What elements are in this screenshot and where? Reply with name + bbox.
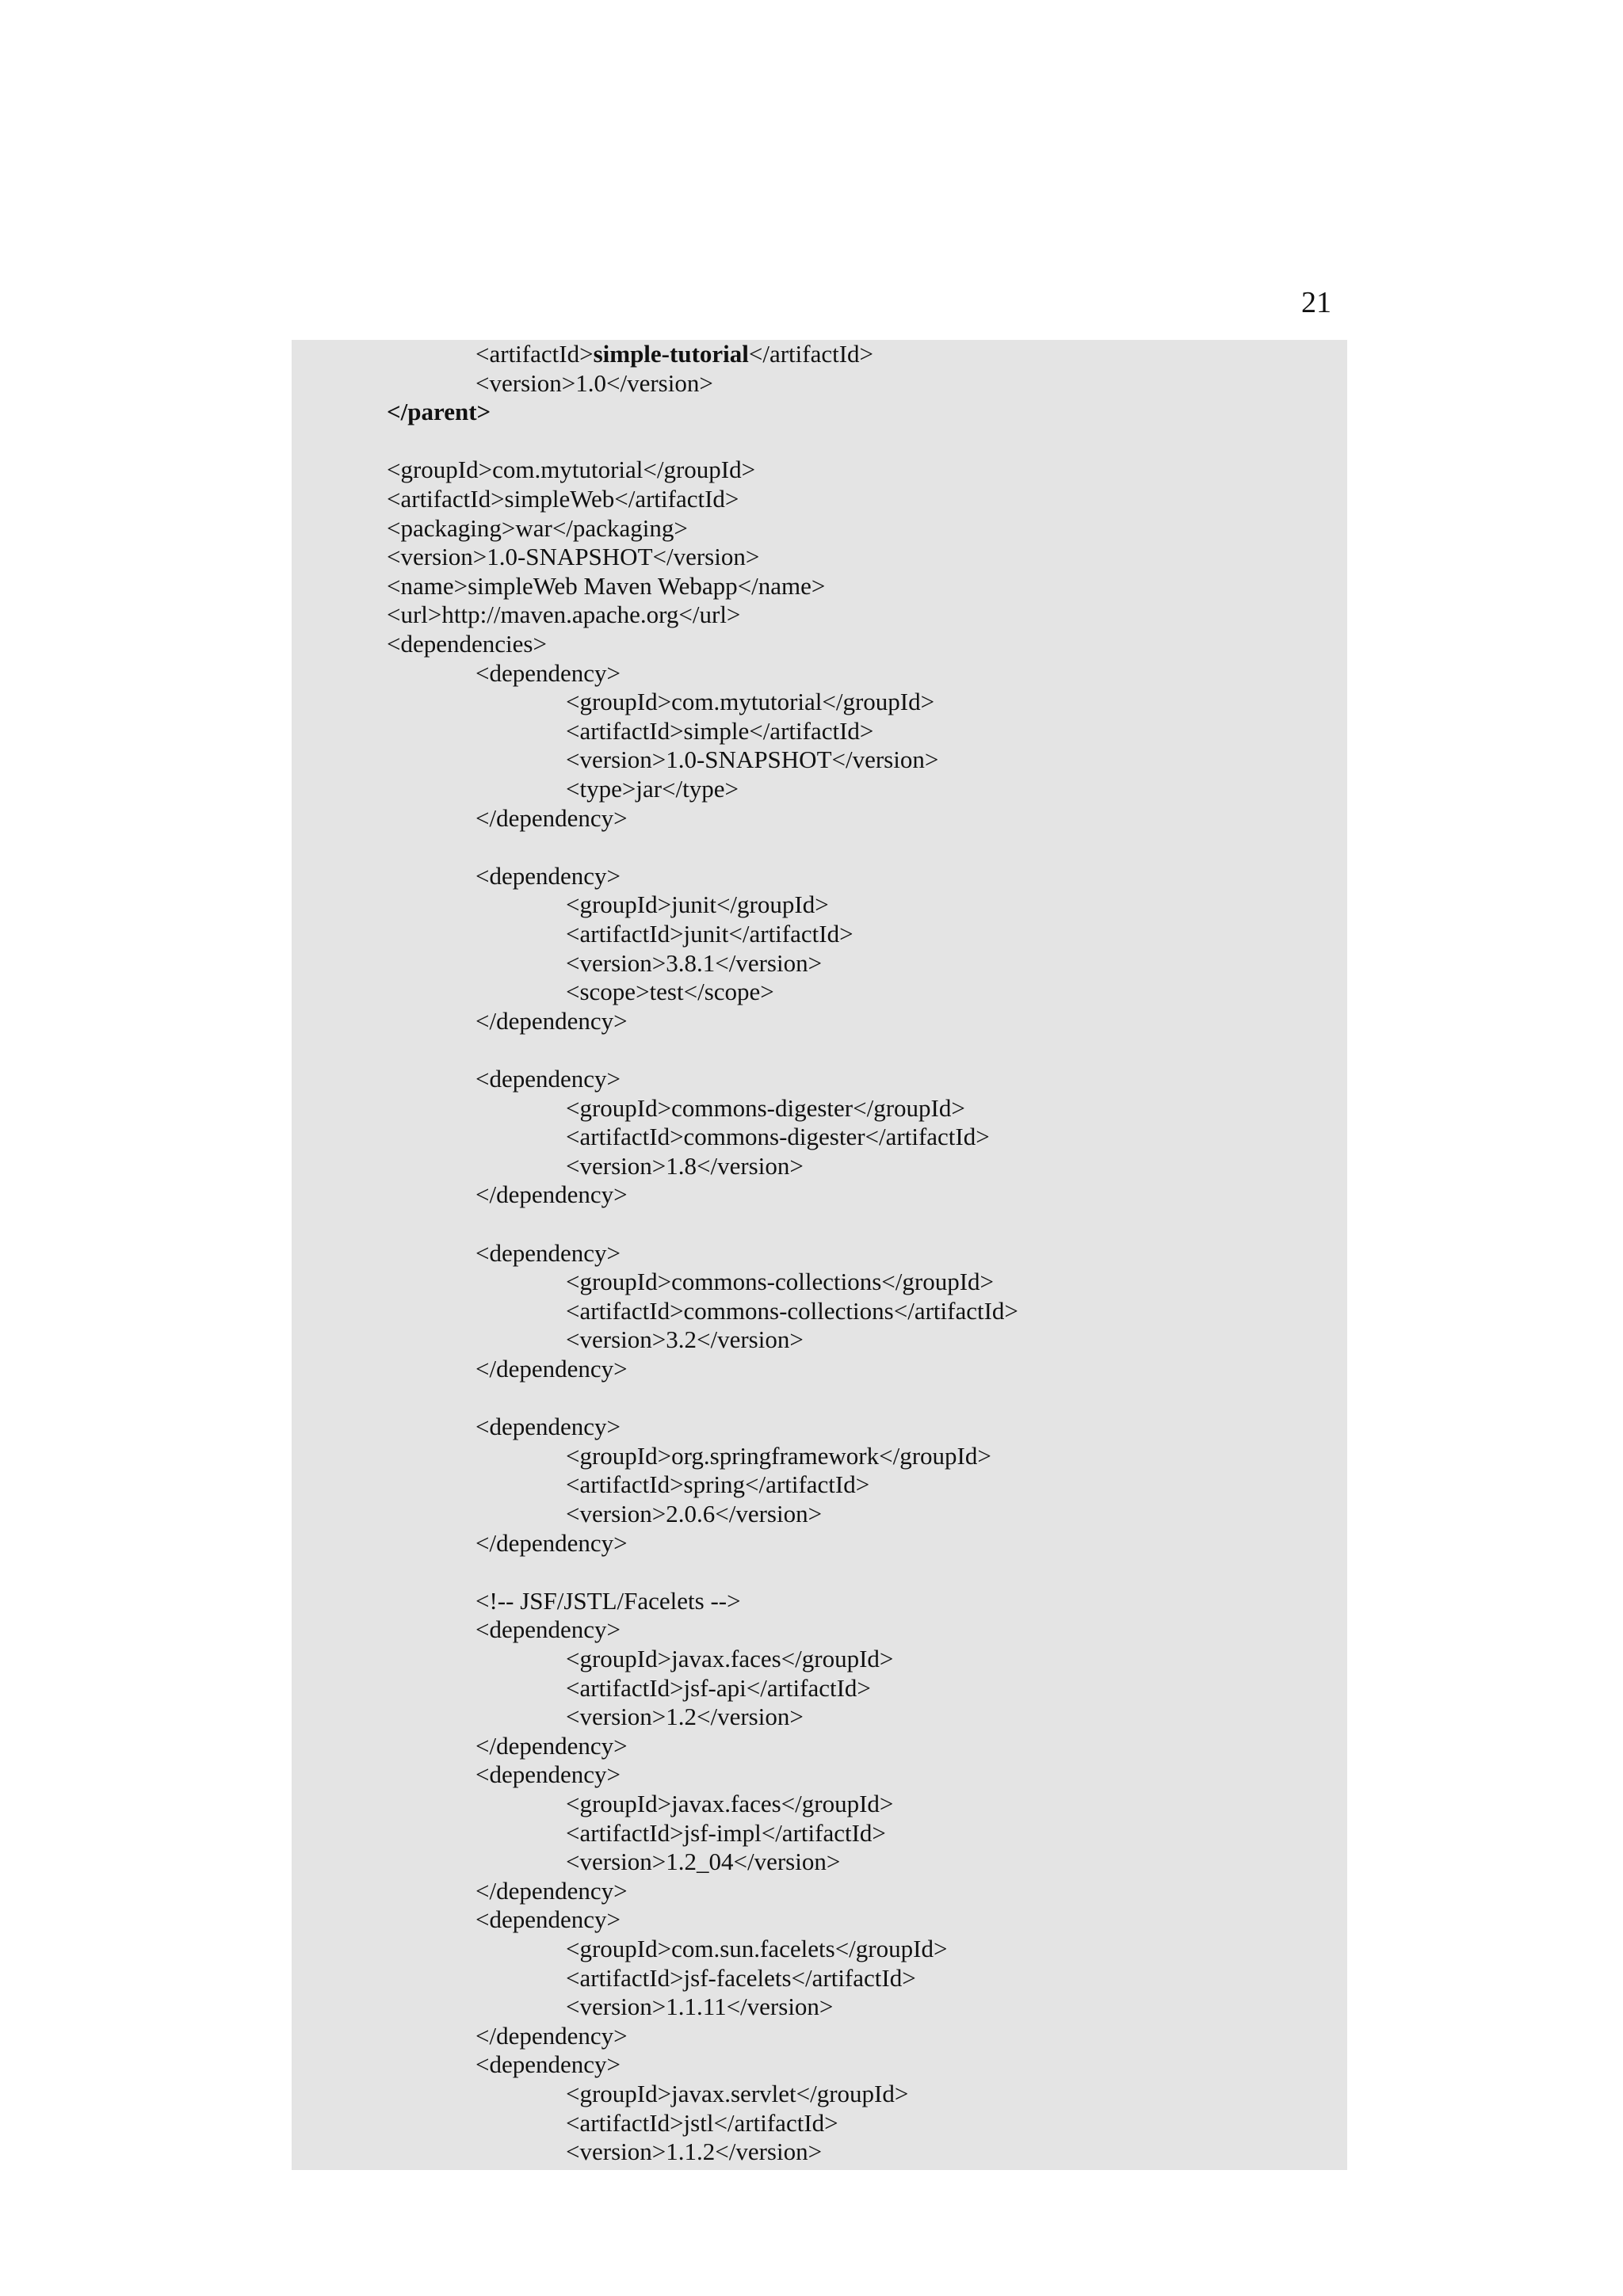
code-text: <dependency>: [475, 1615, 621, 1644]
code-line: [475, 862, 621, 891]
code-line: [566, 1123, 990, 1152]
code-text: <dependency>: [475, 2050, 621, 2079]
code-text: </dependency>: [475, 1528, 628, 1557]
code-text: <version>1.0-SNAPSHOT</version>: [387, 543, 760, 571]
code-text: <version>1.1.2</version>: [566, 2138, 823, 2166]
code-block: [292, 340, 1347, 2170]
code-text: <artifactId>jstl</artifactId>: [566, 2108, 838, 2137]
code-line: [566, 1935, 947, 1964]
code-line: [566, 1325, 804, 1355]
code-text: </dependency>: [475, 1006, 628, 1035]
code-text: <dependency>: [475, 1905, 621, 1934]
code-line: [387, 572, 825, 601]
code-line: [566, 1152, 804, 1181]
code-text: </dependency>: [475, 1355, 628, 1383]
code-line: [566, 1470, 869, 1500]
code-line: [566, 891, 829, 920]
code-text: <artifactId>commons-collections</artifactId>: [566, 1296, 1018, 1325]
code-line: [566, 746, 938, 775]
code-line: [387, 485, 739, 514]
code-bold-text: </parent>: [387, 398, 491, 426]
code-line: [566, 1297, 1018, 1326]
code-line: [566, 1094, 965, 1123]
code-text: <dependency>: [475, 1238, 621, 1267]
code-line: [475, 1007, 628, 1036]
code-text: </artifactId>: [748, 340, 874, 368]
code-text: <version>1.1.11</version>: [566, 1993, 834, 2021]
code-text: </dependency>: [475, 1731, 628, 1760]
code-line: [475, 1615, 621, 1645]
code-text: <packaging>war</packaging>: [387, 513, 688, 542]
code-line: [566, 1645, 893, 1674]
code-line: [475, 340, 873, 369]
code-text: <dependency>: [475, 1760, 621, 1789]
page-number: 21: [1301, 286, 1331, 319]
code-bold-text: simple-tutorial: [593, 340, 749, 368]
code-line: [475, 1355, 628, 1384]
code-line: [475, 1732, 628, 1761]
code-text: <type>jar</type>: [566, 775, 739, 803]
code-text: <artifactId>jsf-api</artifactId>: [566, 1673, 871, 1702]
code-line: [566, 920, 854, 949]
code-line: [475, 1529, 628, 1558]
code-line: [566, 978, 774, 1007]
code-text: <url>http://maven.apache.org</url>: [387, 601, 741, 629]
code-text: <groupId>com.mytutorial</groupId>: [387, 456, 756, 484]
code-line: [387, 456, 755, 485]
code-line: [387, 398, 491, 427]
code-text: <dependency>: [475, 1065, 621, 1093]
code-line: [475, 1065, 621, 1094]
code-line: [387, 601, 740, 630]
code-text: <version>3.8.1</version>: [566, 948, 823, 977]
code-line: [475, 804, 628, 833]
code-line: [475, 1877, 628, 1906]
code-text: <version>1.2</version>: [566, 1703, 804, 1731]
code-text: <groupId>junit</groupId>: [566, 891, 829, 919]
code-text: <groupId>commons-digester</groupId>: [566, 1093, 965, 1122]
code-line: [475, 1905, 621, 1935]
code-line: [475, 369, 713, 399]
code-line: [387, 514, 688, 543]
code-text: <artifactId>junit</artifactId>: [566, 920, 854, 948]
code-line: [566, 717, 873, 746]
code-line: [475, 2022, 628, 2051]
code-line: [566, 2080, 908, 2109]
code-text: </dependency>: [475, 803, 628, 832]
code-text: </dependency>: [475, 2021, 628, 2050]
code-line: [475, 1760, 621, 1790]
code-line: [566, 1500, 822, 1529]
code-text: <groupId>javax.servlet</groupId>: [566, 2080, 909, 2107]
code-line: [566, 1819, 886, 1848]
code-line: [566, 2109, 838, 2138]
code-text: <version>1.8</version>: [566, 1151, 804, 1180]
code-line: [475, 1239, 621, 1268]
code-text: <groupId>com.mytutorial</groupId>: [566, 688, 935, 716]
code-text: <version>1.0-SNAPSHOT</version>: [566, 746, 939, 774]
code-text: <groupId>commons-collections</groupId>: [566, 1268, 995, 1296]
code-line: [475, 1587, 741, 1616]
code-line: [387, 630, 547, 659]
code-text: <groupId>com.sun.facelets</groupId>: [566, 1935, 948, 1962]
code-text: <dependency>: [475, 658, 621, 687]
code-text: </dependency>: [475, 1876, 628, 1905]
code-text: <dependency>: [475, 1413, 621, 1441]
code-text: <groupId>org.springframework</groupId>: [566, 1441, 991, 1470]
code-line: [566, 1790, 893, 1819]
code-line: [387, 543, 759, 572]
code-text: <artifactId>spring</artifactId>: [566, 1470, 870, 1499]
code-text: <artifactId>simpleWeb</artifactId>: [387, 485, 739, 513]
code-line: [566, 949, 822, 978]
code-line: [566, 1703, 804, 1732]
code-line: [566, 1674, 871, 1703]
code-line: [475, 2050, 621, 2080]
code-text: <version>2.0.6</version>: [566, 1500, 823, 1527]
code-text: <version>3.2</version>: [566, 1325, 804, 1354]
code-line: [566, 688, 934, 717]
code-line: [475, 1413, 621, 1442]
code-text: <version>1.2_04</version>: [566, 1848, 841, 1876]
code-text: <!-- JSF/JSTL/Facelets -->: [475, 1586, 741, 1615]
code-line: [566, 1268, 994, 1297]
code-text: <scope>test</scope>: [566, 978, 774, 1006]
code-text: <artifactId>jsf-facelets</artifactId>: [566, 1963, 916, 1992]
code-text: <artifactId>: [475, 340, 594, 368]
code-line: [475, 659, 621, 688]
code-text: <artifactId>simple</artifactId>: [566, 716, 874, 745]
code-line: [566, 2138, 822, 2167]
code-text: <name>simpleWeb Maven Webapp</name>: [387, 571, 826, 600]
code-text: <dependency>: [475, 861, 621, 890]
code-text: </dependency>: [475, 1180, 628, 1209]
code-text: <groupId>javax.faces</groupId>: [566, 1645, 894, 1672]
code-text: <artifactId>commons-digester</artifactId>: [566, 1123, 990, 1151]
code-text: <version>1.0</version>: [475, 368, 713, 397]
code-line: [566, 1848, 840, 1877]
code-text: <groupId>javax.faces</groupId>: [566, 1790, 894, 1817]
code-line: [566, 1964, 916, 1993]
code-line: [566, 775, 739, 804]
code-text: <dependencies>: [387, 630, 547, 658]
code-line: [566, 1993, 833, 2022]
code-line: [566, 1442, 991, 1471]
code-line: [475, 1180, 628, 1210]
code-text: <artifactId>jsf-impl</artifactId>: [566, 1818, 886, 1847]
